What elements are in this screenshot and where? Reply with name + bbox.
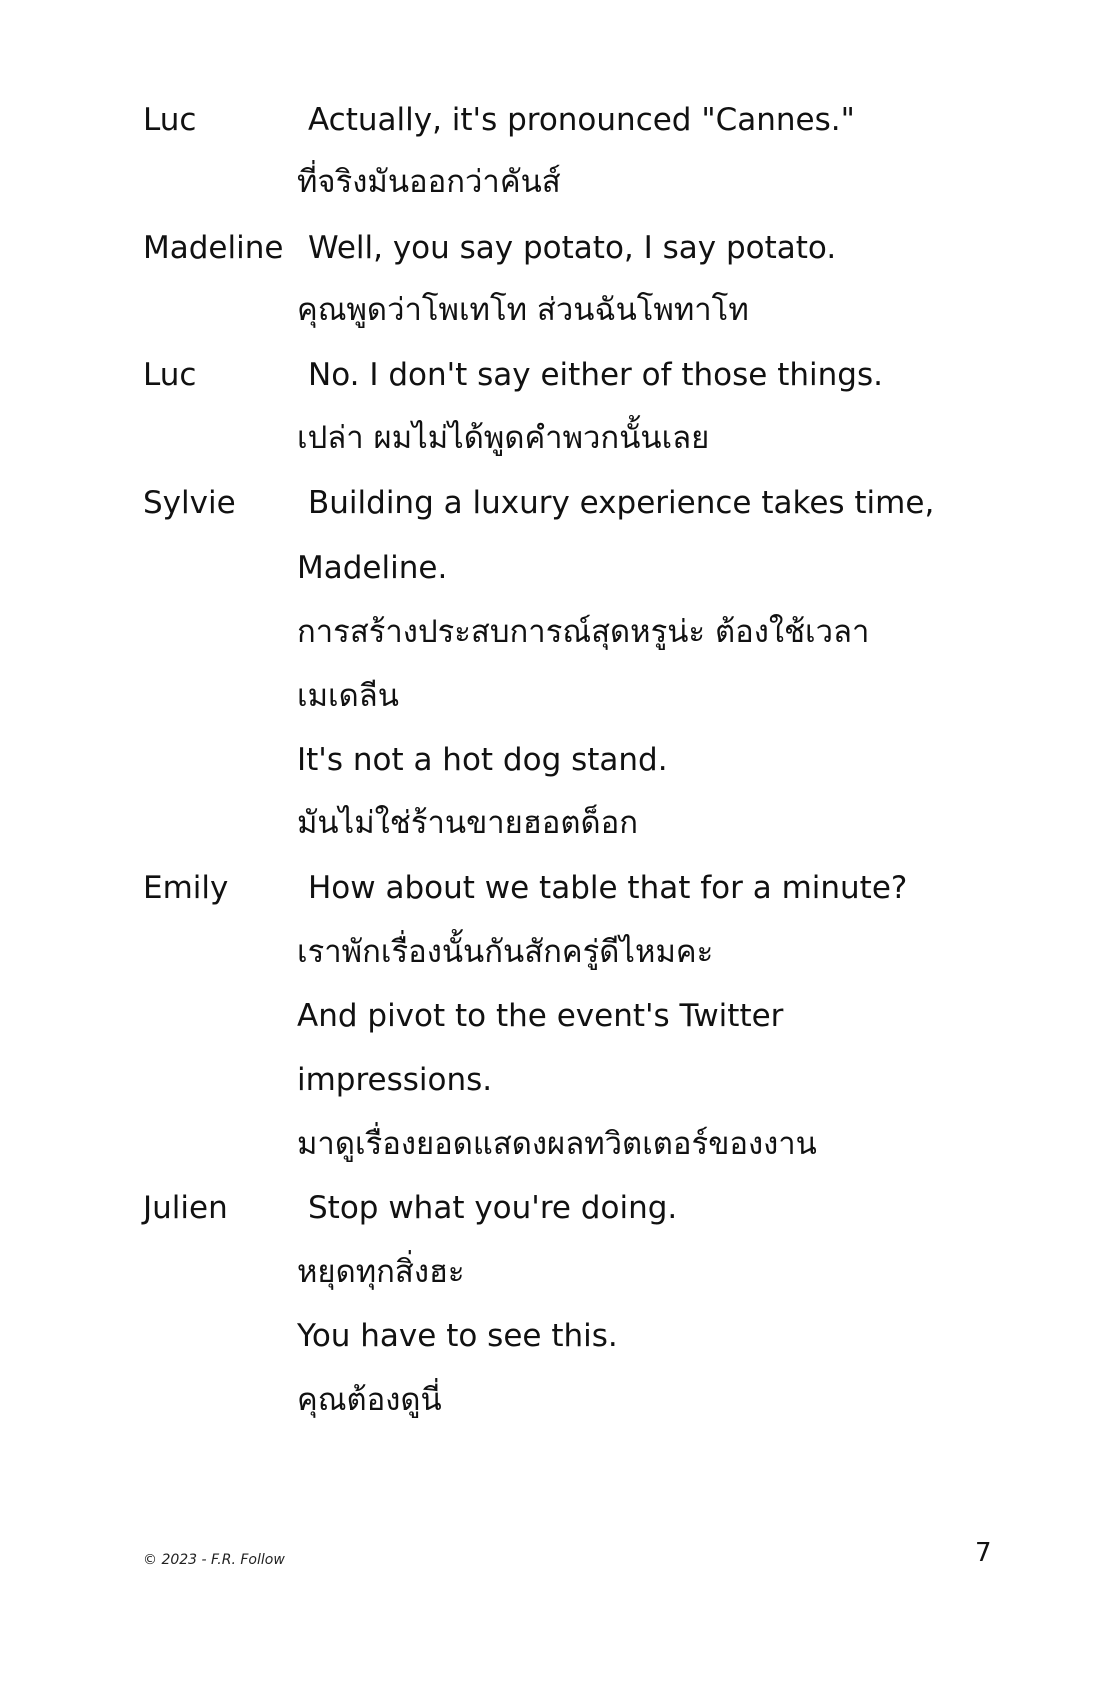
dialogue-line: How about we table that for a minute? xyxy=(308,870,908,906)
dialogue-line: Actually, it's pronounced "Cannes." xyxy=(308,102,855,138)
dialogue-line-translation: หยุดทุกสิ่งฮะ xyxy=(297,1254,465,1290)
speaker-name: Emily xyxy=(143,870,229,906)
dialogue-line-translation: คุณพูดว่าโพเทโท ส่วนฉันโพทาโท xyxy=(297,292,749,328)
dialogue-line-translation: เมเดลีน xyxy=(297,678,399,714)
dialogue-line-translation: การสร้างประสบการณ์สุดหรูน่ะ ต้องใช้เวลา xyxy=(297,614,870,650)
page-number: 7 xyxy=(975,1538,992,1568)
speaker-name: Sylvie xyxy=(143,485,236,521)
dialogue-line: You have to see this. xyxy=(297,1318,618,1354)
dialogue-line: Stop what you're doing. xyxy=(308,1190,678,1226)
speaker-name: Luc xyxy=(143,102,197,138)
dialogue-line: Building a luxury experience takes time, xyxy=(308,485,935,521)
dialogue-line: It's not a hot dog stand. xyxy=(297,742,668,778)
dialogue-line: No. I don't say either of those things. xyxy=(308,357,883,393)
speaker-name: Julien xyxy=(143,1190,228,1226)
dialogue-line: impressions. xyxy=(297,1062,493,1098)
dialogue-line: And pivot to the event's Twitter xyxy=(297,998,784,1034)
dialogue-line-translation: เปล่า ผมไม่ได้พูดคำพวกนั้นเลย xyxy=(297,420,710,456)
dialogue-line-translation: เราพักเรื่องนั้นกันสักครู่ดีไหมคะ xyxy=(297,934,714,970)
dialogue-line-translation: คุณต้องดูนี่ xyxy=(297,1382,442,1418)
dialogue-line: Well, you say potato, I say potato. xyxy=(308,230,837,266)
dialogue-line-translation: มาดูเรื่องยอดแสดงผลทวิตเตอร์ของงาน xyxy=(297,1126,817,1162)
dialogue-line-translation: มันไม่ใช่ร้านขายฮอตด็อก xyxy=(297,805,639,841)
dialogue-line: Madeline. xyxy=(297,550,448,586)
dialogue-line-translation: ที่จริงมันออกว่าคันส์ xyxy=(297,164,561,200)
speaker-name: Madeline xyxy=(143,230,284,266)
speaker-name: Luc xyxy=(143,357,197,393)
copyright-notice: © 2023 - F.R. Follow xyxy=(143,1552,285,1568)
